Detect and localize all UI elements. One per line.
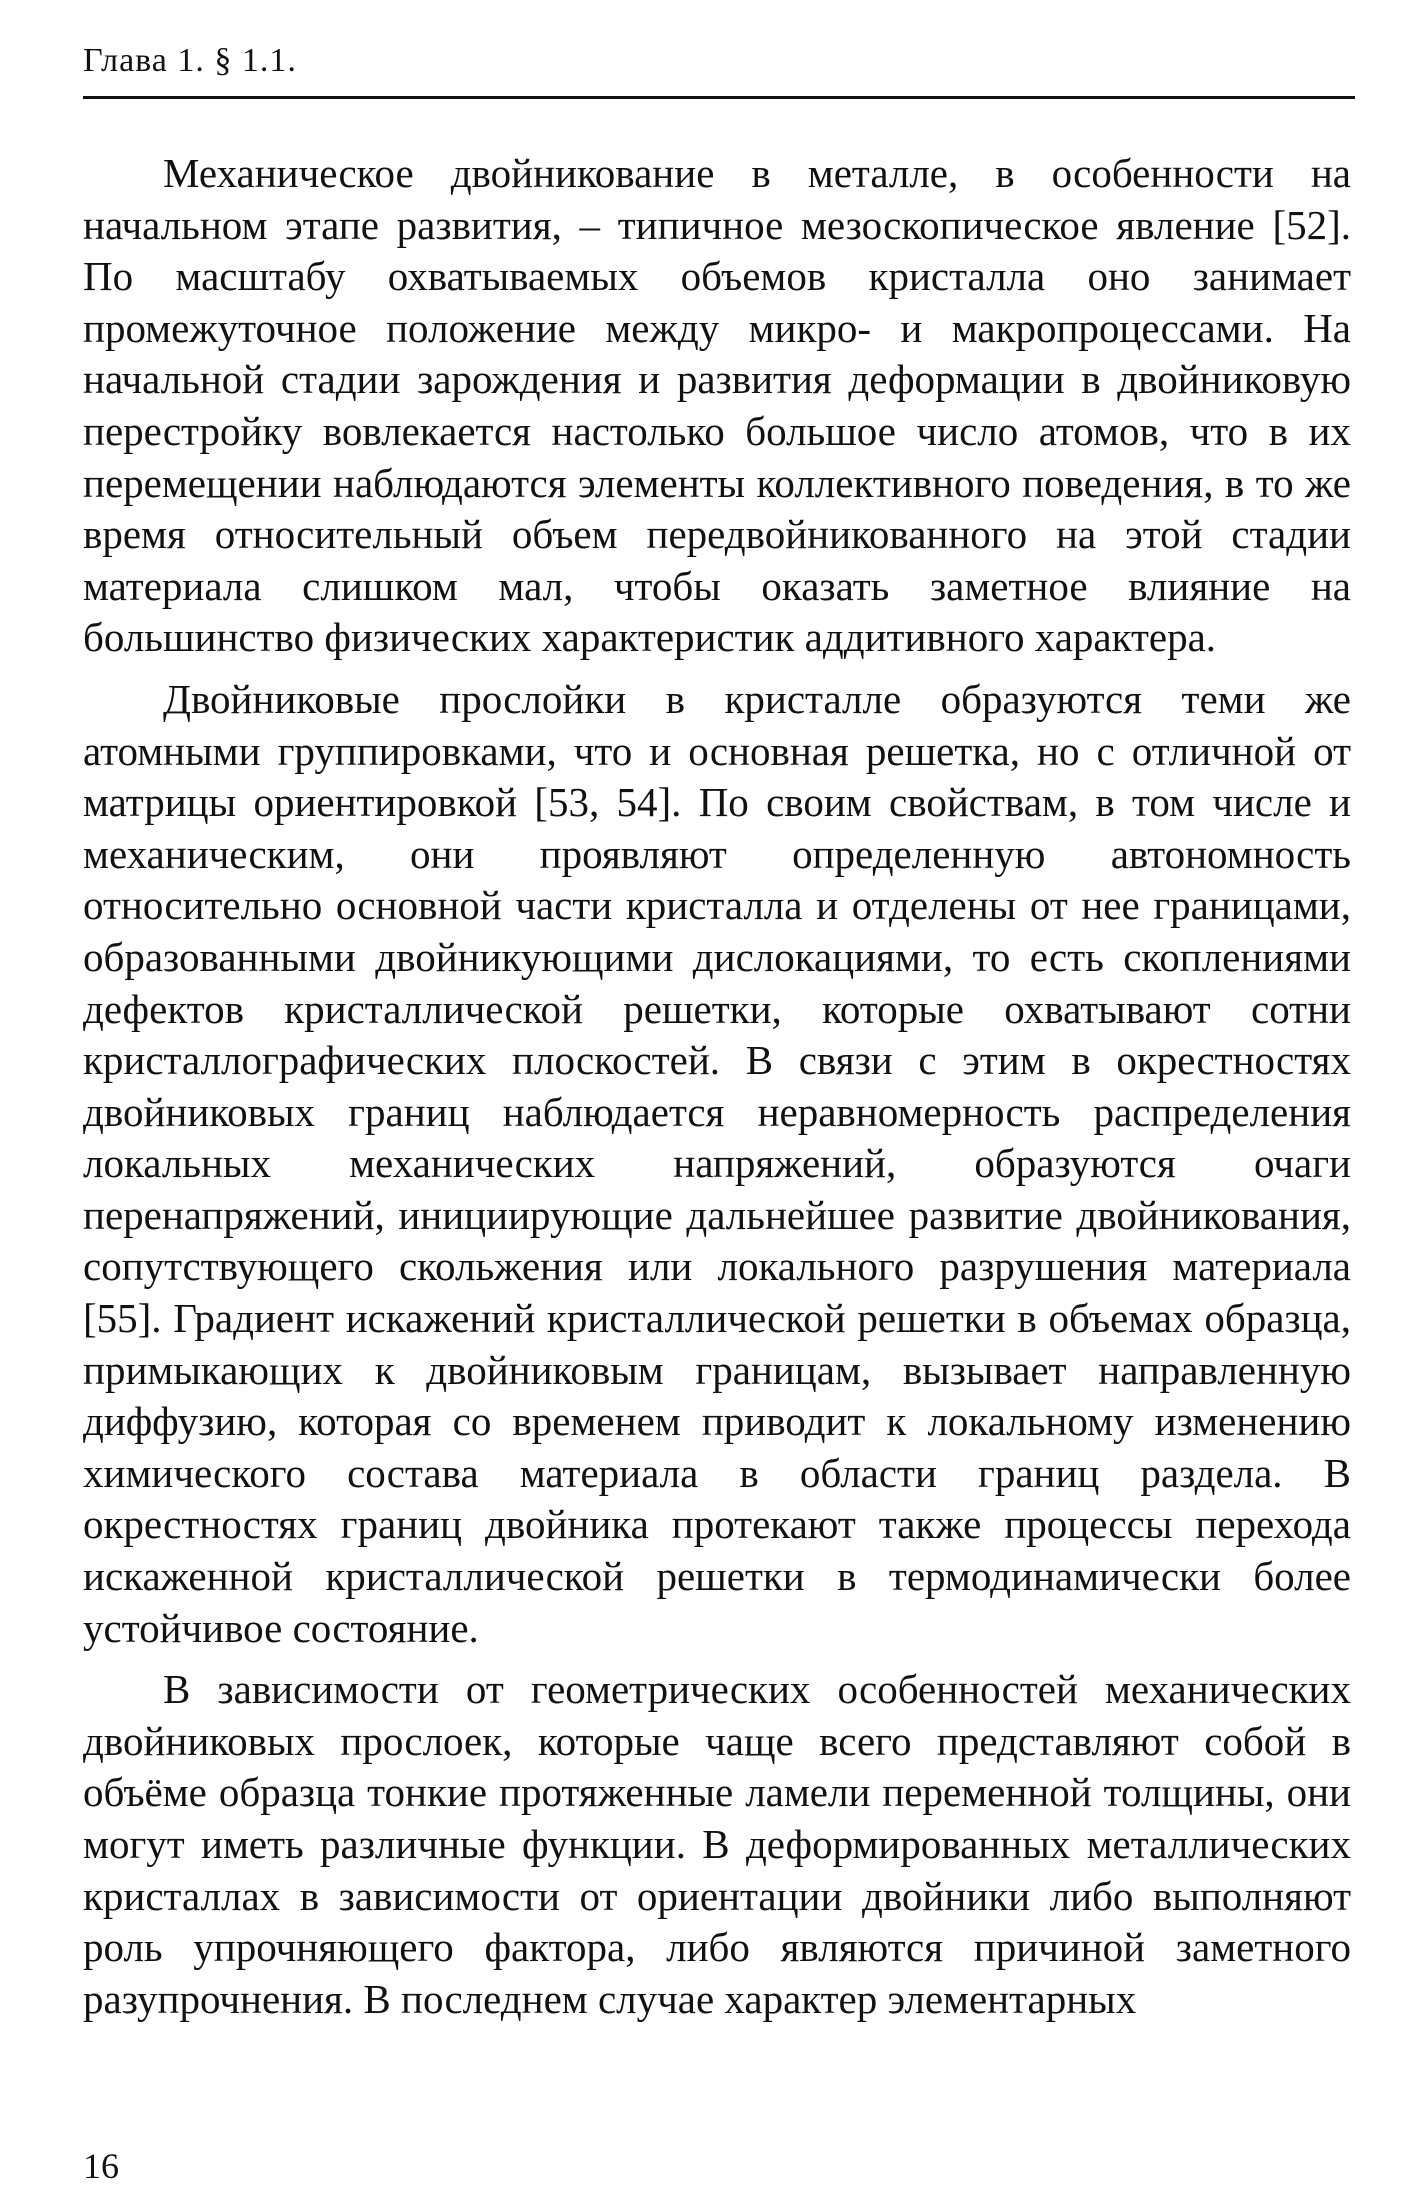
paragraph: В зависимости от геометрических особенностей механических двойниковых прослоек, которые чаще всего представляют собой в объёме образца тонкие протяженные ламели переменной толщины, они могут иметь различные функции. В деформированных металлических кристаллах в зависимости от ориентации двойники либо выполняют роль упрочняющего фактора, либо являются причиной заметного разупрочнения. В последнем случае характер элементарных (83, 1666, 1351, 2022)
running-head: Глава 1. § 1.1. (83, 42, 297, 79)
body-text (83, 148, 1351, 2035)
header-rule (83, 96, 1355, 99)
paragraph: Двойниковые прослойки в кристалле образуются теми же атомными группировками, что и основная решетка, но с отличной от матрицы ориентировкой [53, 54]. По своим свойствам, в том числе и механическим, они проявляют определенную автономность относительно основной части кристалла и отделены от нее границами, образованными двойникующими дислокациями, то есть скоплениями дефектов кристаллической решетки, которые охватывают сотни кристаллографических плоскостей. В связи с этим в окрестностях двойниковых границ наблюдается неравномерность распределения локальных механических напряжений, образуются очаги перенапряжений, инициирующие дальнейшее развитие двойникования, сопутствующего скольжения или локального разрушения материала [55]. Градиент искажений кристаллической решетки в объемах образца, примыкающих к двойниковым границам, вызывает направленную диффузию, которая со временем приводит к локальному изменению химического состава материала в области границ раздела. В окрестностях границ двойника протекают также процессы перехода искаженной кристаллической решетки в термодинамически более устойчивое состояние. (83, 675, 1351, 1651)
page-number: 16 (83, 2146, 119, 2186)
paragraph: Механическое двойникование в металле, в особенности на начальном этапе развития, – типичное мезоскопическое явление [52]. По масштабу охватываемых объемов кристалла оно занимает промежуточное положение между микро- и макропроцессами. На начальной стадии зарождения и развития деформации в двойниковую перестройку вовлекается настолько большое число атомов, что в их перемещении наблюдаются элементы коллективного поведения, в то же время относительный объем передвойникованного на этой стадии материала слишком мал, чтобы оказать заметное влияние на большинство физических характеристик аддитивного характера. (83, 150, 1351, 661)
